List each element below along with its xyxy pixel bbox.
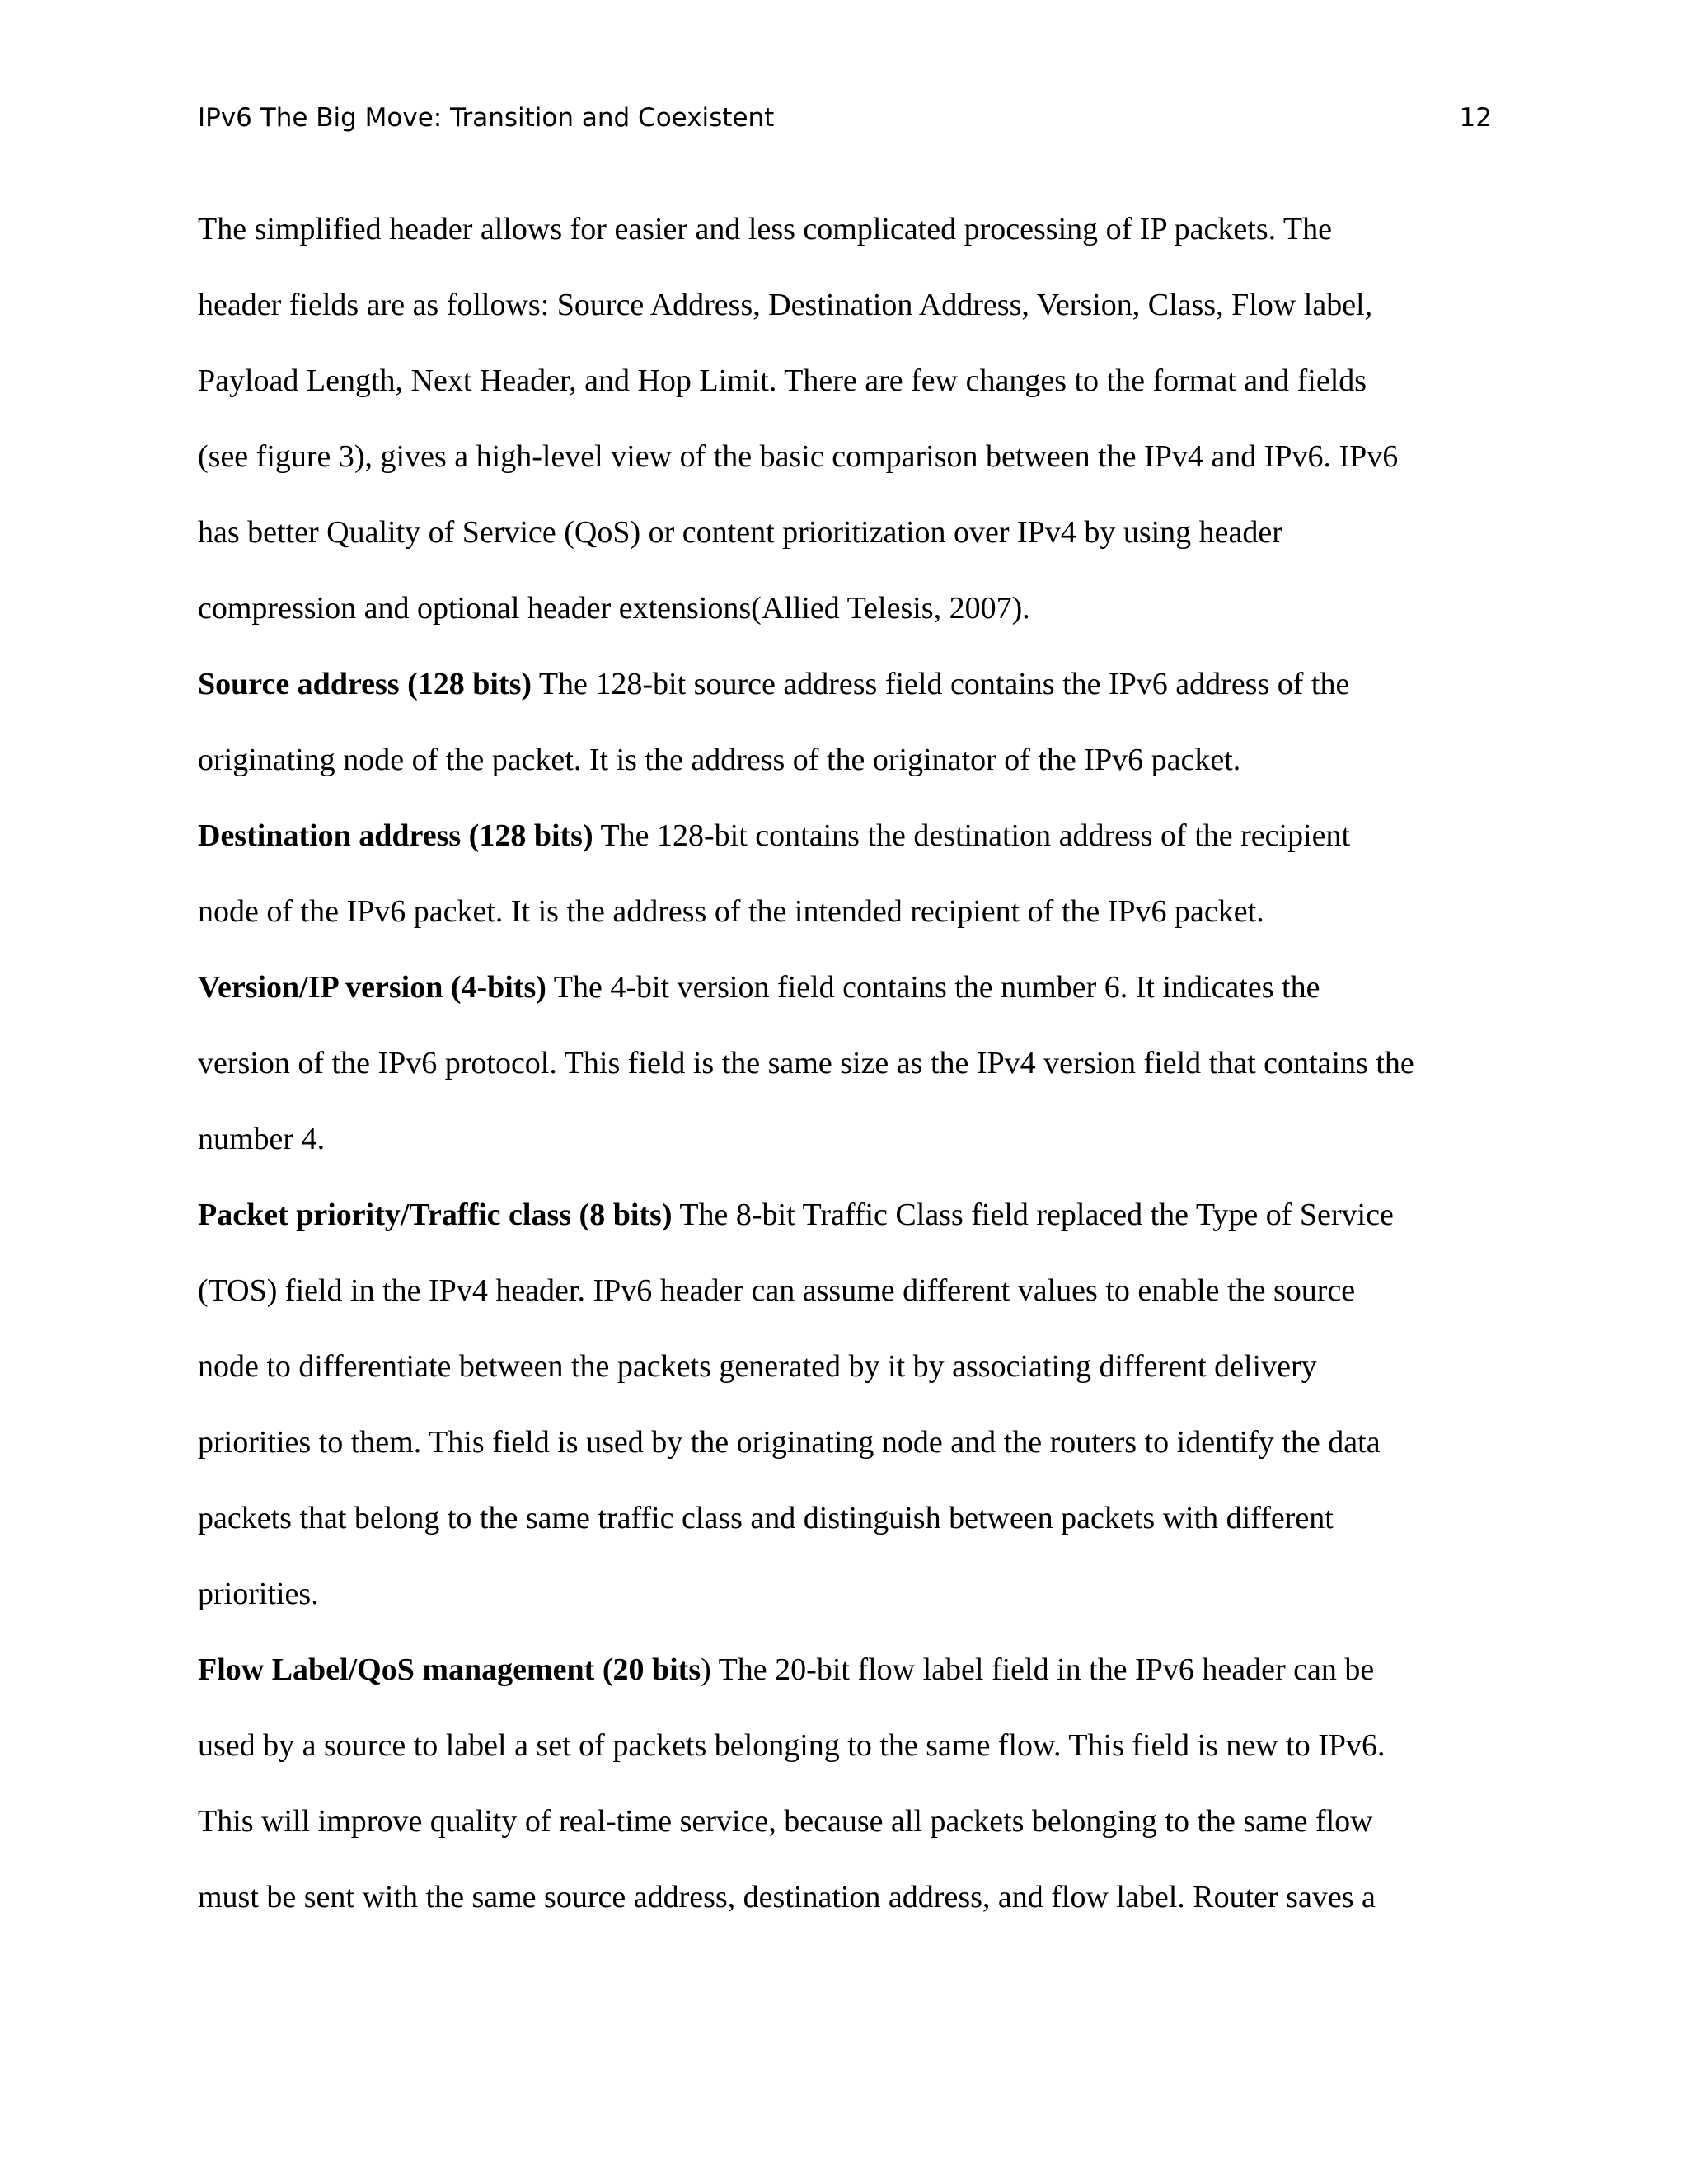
line-text: header fields are as follows: Source Address, Destination Address, Version, Class, Flow label,: [198, 288, 1373, 322]
line-text: (see figure 3), gives a high-level view of the basic comparison between the IPv4 and IPv6. IPv6: [198, 439, 1399, 474]
text-line: [198, 1783, 1492, 1859]
line-text: priorities to them. This field is used by the originating node and the routers to identify the data: [198, 1425, 1381, 1460]
text-line: [198, 1025, 1492, 1101]
field-heading: Source address (128 bits): [198, 667, 532, 701]
line-text: The simplified header allows for easier and less complicated processing of IP packets. The: [198, 212, 1332, 246]
line-text: (TOS) field in the IPv4 header. IPv6 header can assume different values to enable the source: [198, 1273, 1356, 1308]
line-text: The 128-bit source address field contains the IPv6 address of the: [532, 667, 1350, 701]
text-line: [198, 1859, 1492, 1935]
text-line: [198, 494, 1492, 570]
line-text: Payload Length, Next Header, and Hop Limit. There are few changes to the format and fields: [198, 363, 1367, 398]
text-line: [198, 798, 1492, 874]
text-line: [198, 1632, 1492, 1708]
field-heading: Version/IP version (4-bits): [198, 970, 546, 1005]
line-text: The 8-bit Traffic Class field replaced the Type of Service: [672, 1197, 1394, 1232]
text-line: [198, 191, 1492, 267]
page-header: [198, 97, 1492, 138]
line-text: priorities.: [198, 1577, 319, 1611]
text-line: [198, 1101, 1492, 1177]
text-line: [198, 1329, 1492, 1404]
text-line: [198, 1404, 1492, 1480]
text-line: [198, 419, 1492, 494]
line-text: number 4.: [198, 1122, 326, 1156]
line-text: This will improve quality of real-time service, because all packets belonging to the same flow: [198, 1804, 1373, 1839]
text-line: [198, 1253, 1492, 1329]
field-heading: Flow Label/QoS management (20 bits: [198, 1652, 701, 1687]
line-text: packets that belong to the same traffic class and distinguish between packets with different: [198, 1501, 1334, 1535]
text-line: [198, 343, 1492, 419]
text-line: [198, 1480, 1492, 1556]
line-text: node of the IPv6 packet. It is the address of the intended recipient of the IPv6 packet.: [198, 894, 1264, 929]
text-line: [198, 267, 1492, 343]
line-text: The 128-bit contains the destination address of the recipient: [593, 818, 1351, 853]
text-line: [198, 949, 1492, 1025]
line-text: originating node of the packet. It is the address of the originator of the IPv6 packet.: [198, 743, 1241, 777]
text-line: [198, 1556, 1492, 1632]
line-text: version of the IPv6 protocol. This field is the same size as the IPv4 version field that contains the: [198, 1046, 1414, 1080]
running-head: IPv6 The Big Move: Transition and Coexistent: [198, 103, 775, 133]
line-text: compression and optional header extensions(Allied Telesis, 2007).: [198, 591, 1030, 626]
text-line: [198, 722, 1492, 798]
field-heading: Destination address (128 bits): [198, 818, 593, 853]
body-text: [198, 191, 1492, 1935]
line-text: node to differentiate between the packets generated by it by associating different delivery: [198, 1349, 1317, 1384]
page-number: 12: [1459, 103, 1492, 133]
text-line: [198, 1708, 1492, 1783]
text-line: [198, 1177, 1492, 1253]
line-text: The 4-bit version field contains the number 6. It indicates the: [546, 970, 1320, 1005]
line-text: used by a source to label a set of packets belonging to the same flow. This field is new to IPv6.: [198, 1728, 1386, 1763]
line-text: ) The 20-bit flow label field in the IPv6 header can be: [701, 1652, 1375, 1687]
line-text: has better Quality of Service (QoS) or content prioritization over IPv4 by using header: [198, 515, 1282, 550]
text-line: [198, 874, 1492, 949]
field-heading: Packet priority/Traffic class (8 bits): [198, 1197, 673, 1232]
text-line: [198, 646, 1492, 722]
line-text: must be sent with the same source address, destination address, and flow label. Router saves a: [198, 1880, 1376, 1915]
text-line: [198, 570, 1492, 646]
